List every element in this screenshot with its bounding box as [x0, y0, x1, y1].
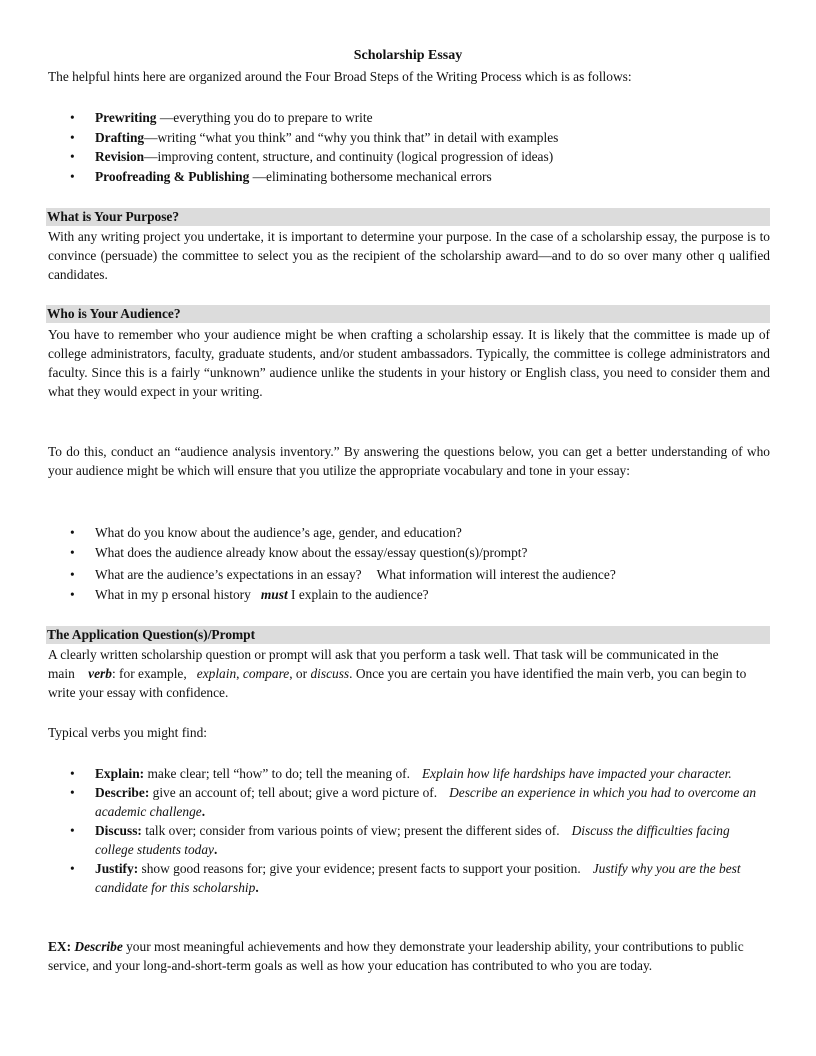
bullet-icon: • [70, 567, 75, 582]
purpose-paragraph: With any writing project you undertake, it is important to determine your purpose. In the case of a scholarship essay, the purpose is to convince (persuade) the committee to select you as the recipient of the scholarship award—and to do so over many other q ualified candidates. [48, 229, 770, 282]
list-item: • What in my p ersonal history must I explain to the audience? [70, 585, 760, 605]
intro-paragraph: The helpful hints here are organized around the Four Broad Steps of the Writing Process which is as follows: [48, 69, 632, 84]
application-paragraph: A clearly written scholarship question or prompt will ask that you perform a task well. That task will be communicated in the main verb: for example, explain, compare, or discuss. Once you are certain you have identified the main verb, you can begin to write your essay with confidence. [48, 647, 747, 700]
section-heading-application: The Application Question(s)/Prompt [46, 626, 770, 644]
audience-questions-list [70, 523, 760, 604]
list-item: • Revision—improving content, structure, and continuity (logical progression of ideas) [70, 147, 760, 167]
list-item: • Discuss: talk over; consider from various points of view; present the different sides of. Discuss the difficulties facing college students today. [70, 823, 730, 857]
bullet-icon: • [70, 586, 75, 602]
list-item: • Describe: give an account of; tell about; give a word picture of. Describe an experience in which you had to overcome an academic challenge. [70, 785, 757, 819]
bullet-icon: • [70, 785, 75, 800]
document-title: Scholarship Essay [353, 48, 463, 63]
bullet-icon: • [70, 544, 75, 560]
audience-paragraph-1: You have to remember who your audience might be when crafting a scholarship essay. It is likely that the committee is made up of college administrators, faculty, graduate students, and/or student ambassadors. Typically, the committee is college administrators and faculty. Since this is a fairly “unknown” audience unlike the students in your history or English class, you need to consider them and what they would expect in your writing. [48, 327, 770, 399]
bullet-icon: • [70, 525, 75, 540]
bullet-icon: • [70, 766, 75, 781]
list-item: • What does the audience already know about the essay/essay question(s)/prompt? [70, 543, 760, 563]
example-paragraph: EX: Describe your most meaningful achievements and how they demonstrate your leadership ability, your contributions to public service, and your long-and-short-term goals as well as how your education has contributed to who you are today. [48, 939, 744, 973]
section-heading-audience: Who is Your Audience? [46, 305, 770, 323]
list-item: • Explain: make clear; tell “how” to do; tell the meaning of. Explain how life hardships have impacted your character. [70, 766, 732, 781]
bullet-icon: • [70, 149, 75, 164]
list-item: • What are the audience’s expectations in an essay? What information will interest the audience? [70, 565, 760, 585]
bullet-icon: • [70, 110, 75, 125]
bullet-icon: • [70, 168, 75, 184]
audience-paragraph-2: To do this, conduct an “audience analysis inventory.” By answering the questions below, you can get a better understanding of who your audience might be which will ensure that you utilize the appropriate vocabulary and tone in your essay: [48, 444, 770, 478]
list-item: • Prewriting —everything you do to prepare to write [70, 108, 760, 128]
bullet-icon: • [70, 861, 75, 876]
list-item: • Drafting—writing “what you think” and “why you think that” in detail with examples [70, 128, 760, 148]
verbs-list [70, 764, 760, 897]
list-item: • Proofreading & Publishing —eliminating bothersome mechanical errors [70, 167, 760, 187]
verbs-intro: Typical verbs you might find: [48, 725, 207, 740]
writing-steps-list [70, 108, 760, 186]
bullet-icon: • [70, 823, 75, 838]
list-item: • Justify: show good reasons for; give your evidence; present facts to support your position. Justify why you are the best candidate for this scholarship. [70, 861, 741, 895]
bullet-icon: • [70, 129, 75, 145]
list-item: • What do you know about the audience’s age, gender, and education? [70, 523, 760, 543]
section-heading-purpose: What is Your Purpose? [46, 208, 770, 226]
